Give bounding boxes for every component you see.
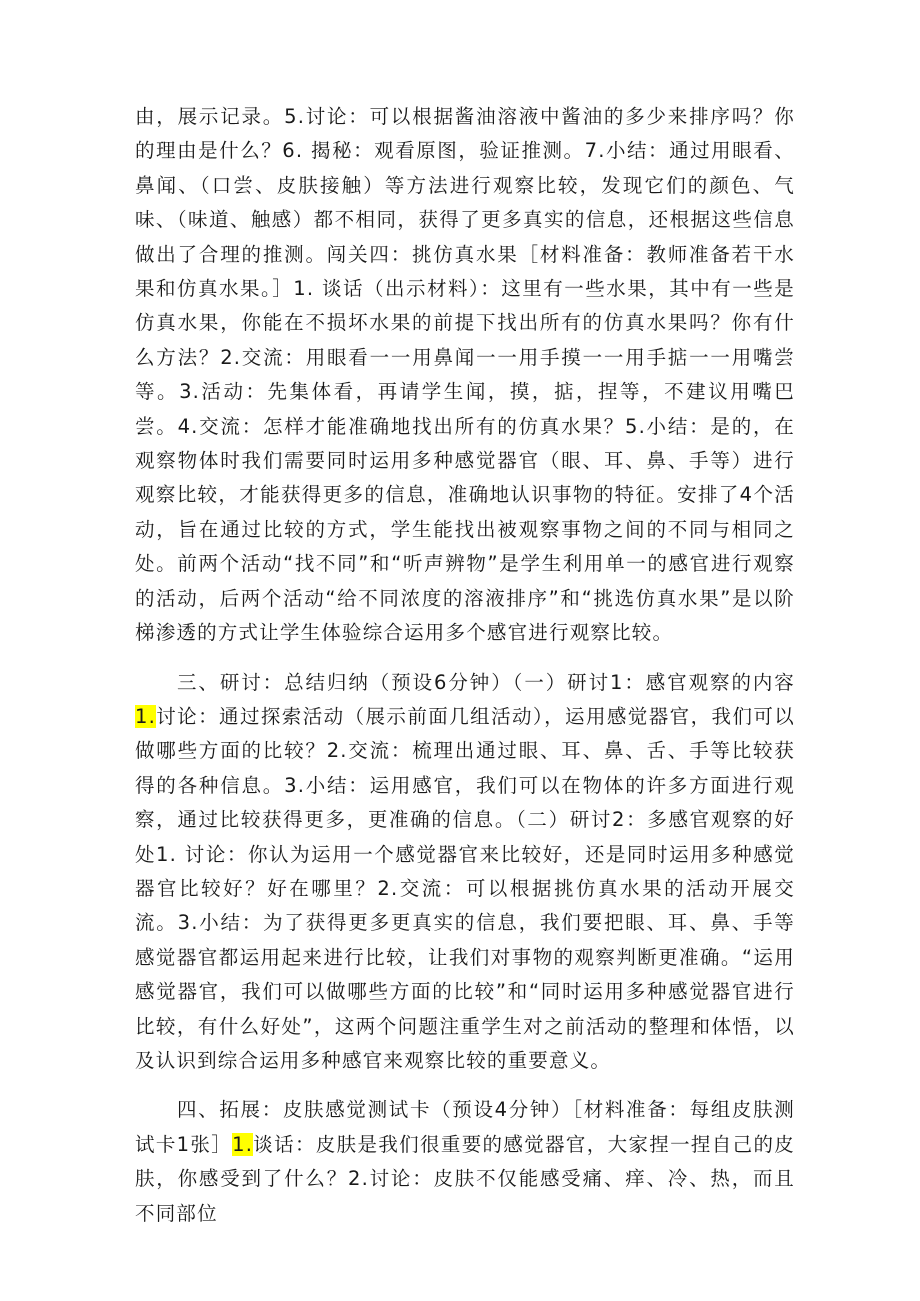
discussion-body-text: 讨论：通过探索活动（展示前面几组活动），运用感觉器官，我们可以做哪些方面的比较？2.交流：梳理出通过眼、耳、鼻、舌、手等比较获得的各种信息。3.小结：运用感官，我们可以在物体的许多方面进行观察，通过比较获得更多，更准确的信息。（二）研讨2：多感官观察的好处1. 讨论：你认为运用一个感觉器官来比较好，还是同时运用多种感觉器官比较好？好在哪里？2.交流：可以根据挑仿真水果的活动开展交流。3.小结：为了获得更多更真实的信息，我们要把眼、耳、鼻、手等感觉器官都运用起来进行比较，让我们对事物的观察判断更准确。“运用感觉器官，我们可以做哪些方面的比较”和“同时运用多种感觉器官进行比较，有什么好处”，这两个问题注重学生对之前活动的整理和体悟，以及认识到综合运用多种感官来观察比较的重要意义。 — [135, 704, 795, 1072]
extension-body-text: 谈话：皮肤是我们很重要的感觉器官，大家捏一捏自己的皮肤，你感受到了什么？2.讨论：皮肤不仅能感受痛、痒、冷、热，而且不同部位 — [135, 1132, 795, 1225]
discussion-intro-text: 三、研讨：总结归纳（预设6分钟）（一）研讨1：感官观察的内容 — [177, 670, 795, 694]
document-page — [135, 100, 795, 1246]
paragraph-activity-four: 由，展示记录。5.讨论：可以根据酱油溶液中酱油的多少来排序吗？你的理由是什么？6. 揭秘：观看原图，验证推测。7.小结：通过用眼看、鼻闻、（口尝、皮肤接触）等方法进行观察比较，发现它们的颜色、气味、（味道、触感）都不相同，获得了更多真实的信息，还根据这些信息做出了合理的推测。闯关四：挑仿真水果［材料准备：教师准备若干水果和仿真水果。］1. 谈话（出示材料）：这里有一些水果，其中有一些是仿真水果，你能在不损坏水果的前提下找出所有的仿真水果吗？你有什么方法？2.交流：用眼看一一用鼻闻一一用手摸一一用手掂一一用嘴尝等。3.活动：先集体看，再请学生闻，摸，掂，捏等，不建议用嘴巴尝。4.交流：怎样才能准确地找出所有的仿真水果？5.小结：是的，在观察物体时我们需要同时运用多种感觉器官（眼、耳、鼻、手等）进行观察比较，才能获得更多的信息，准确地认识事物的特征。安排了4个活动，旨在通过比较的方式，学生能找出被观察事物之间的不同与相同之处。前两个活动“找不同”和“听声辨物”是学生利用单一的感官进行观察的活动，后两个活动“给不同浓度的溶液排序”和“挑选仿真水果”是以阶梯渗透的方式让学生体验综合运用多个感官进行观察比较。 — [135, 105, 795, 645]
highlighted-marker: 1. — [135, 704, 157, 728]
extension-intro-text: 四、拓展：皮肤感觉测试卡（预设4分钟）［材料准备：每组皮肤测试卡1张］ — [135, 1098, 795, 1156]
paragraph-extension — [135, 1093, 795, 1231]
highlighted-marker: 1. — [232, 1132, 254, 1156]
paragraph-discussion — [135, 666, 795, 1079]
